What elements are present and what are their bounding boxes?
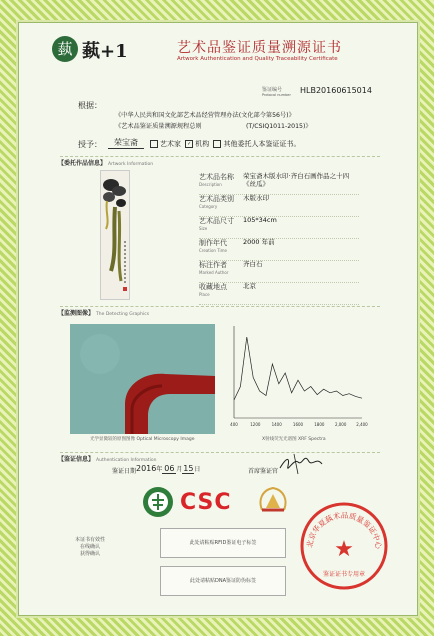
checkbox-other[interactable] xyxy=(213,140,221,148)
certificate-title-en: Artwork Authentication and Quality Traceability Certificate xyxy=(177,56,338,62)
seal-star-icon: ★ xyxy=(334,537,354,562)
field-sublabel: Place xyxy=(199,292,210,297)
field-label: 收藏地点 xyxy=(199,283,227,291)
grant-recipient: 荣宝斋 xyxy=(108,137,144,149)
cert-no-sublabel: Protocol number xyxy=(262,93,291,97)
field-label: 艺术品尺寸 xyxy=(199,217,234,225)
csc-logo: CSC xyxy=(180,490,232,515)
x-tick-label: 1400 xyxy=(271,422,282,427)
divider xyxy=(60,452,380,453)
field-label: 艺术品类别 xyxy=(199,195,234,203)
auth-date-label: 鉴证日期 xyxy=(112,468,137,475)
cert-number: HLB20160615014 xyxy=(300,86,372,95)
field-sublabel: Creation Time xyxy=(199,248,227,253)
x-tick-label: 2,000 xyxy=(334,422,347,427)
grant-label: 授予： xyxy=(78,140,102,149)
dna-label-box: 此处请粘贴DNA鉴证防伪标签 xyxy=(160,566,286,596)
basis-label: 根据： xyxy=(78,101,102,110)
field-value: 齐白石 xyxy=(243,260,263,268)
option-other: 其他委托人本鉴证证书。 xyxy=(223,140,301,148)
seal-text: 北京华夏蓺术品质量鉴证中心 xyxy=(304,510,384,550)
basis-line-1: 《中华人民共和国文化部艺术品经营管理办法(文化部令第56号)》 xyxy=(115,112,295,119)
artwork-section-title: 【委托作品信息】 Artwork Information xyxy=(58,160,154,167)
field-sublabel: Size xyxy=(199,226,208,231)
x-tick-label: 1600 xyxy=(292,422,304,427)
field-sublabel: Marked Author xyxy=(199,270,229,275)
cert-no-label: 鉴证编号 xyxy=(262,87,283,93)
basis-line-2-code: (T/CSIQ1011-2015)》 xyxy=(246,123,312,130)
divider xyxy=(60,306,380,307)
xrf-chart xyxy=(226,322,366,434)
grant-options xyxy=(148,139,300,149)
checkbox-artist[interactable] xyxy=(150,140,158,148)
option-artist: 艺术家 xyxy=(160,140,181,148)
signature xyxy=(276,450,328,478)
association-emblem-icon xyxy=(256,484,290,518)
x-tick-label: 400 xyxy=(230,422,238,427)
date-day: 15 xyxy=(183,464,194,473)
date-month: 06 xyxy=(164,464,175,473)
detect-section-title: 【监测图像】 The Detecting Graphics xyxy=(58,310,150,317)
x-tick-label: 2,400 xyxy=(356,422,368,427)
auth-date: 2016年 06 月15日 xyxy=(136,464,201,473)
option-org: 机构 xyxy=(195,140,210,148)
field-value: 2000 年前 xyxy=(243,238,275,246)
field-value: 105*34cm xyxy=(243,216,277,224)
auth-section-title: 【鉴证信息】 Authentication Information xyxy=(58,456,157,463)
field-sublabel: Category xyxy=(199,204,218,209)
x-tick-label: 1200 xyxy=(250,422,261,427)
artwork-thumbnail xyxy=(100,170,130,300)
basis-line-2: 《艺术品鉴证质量溯源规程总则 xyxy=(115,123,202,130)
verify-labels: 本证书有效性 在线确认 获得确认 xyxy=(74,537,105,557)
seal-bottom-text: 鉴证证书专用章 xyxy=(322,571,366,578)
field-label: 标注作者 xyxy=(199,261,227,269)
official-seal xyxy=(298,500,390,592)
xrf-series-line xyxy=(234,337,362,400)
field-label: 艺术品名称 xyxy=(199,173,234,181)
divider xyxy=(60,156,380,157)
date-year: 2016 xyxy=(136,464,157,473)
field-label: 制作年代 xyxy=(199,239,227,247)
field-value: 北京 xyxy=(243,282,256,290)
certificate-title: 艺术品鉴证质量溯源证书 xyxy=(177,40,342,56)
xrf-caption: X射线荧光光谱图 XRF Spectra xyxy=(262,437,326,442)
quality-emblem-icon xyxy=(142,486,174,518)
logo-icon: 蓺 xyxy=(52,36,78,62)
xrf-chart-svg xyxy=(226,322,366,434)
cert-number-block xyxy=(262,86,291,97)
x-tick-label: 1800 xyxy=(314,422,325,427)
rfid-label-box: 此处请粘贴RFID鉴证电子标签 xyxy=(160,528,286,558)
brand-logo: 蓺+1 xyxy=(82,41,128,62)
field-value: 木版水印 xyxy=(243,194,269,202)
artwork-field xyxy=(199,278,359,305)
microscopy-image xyxy=(70,324,215,434)
checkbox-org[interactable]: ✓ xyxy=(187,141,192,147)
microscopy-caption: 光学显微较的原图图像 Optical Microscopy Image xyxy=(90,437,195,442)
field-sublabel: Description xyxy=(199,182,222,187)
field-value: 荣宝斋木版水印·齐白石画作品之十四《丝瓜》 xyxy=(243,172,350,188)
signer-label: 首席鉴证官 xyxy=(248,468,279,475)
